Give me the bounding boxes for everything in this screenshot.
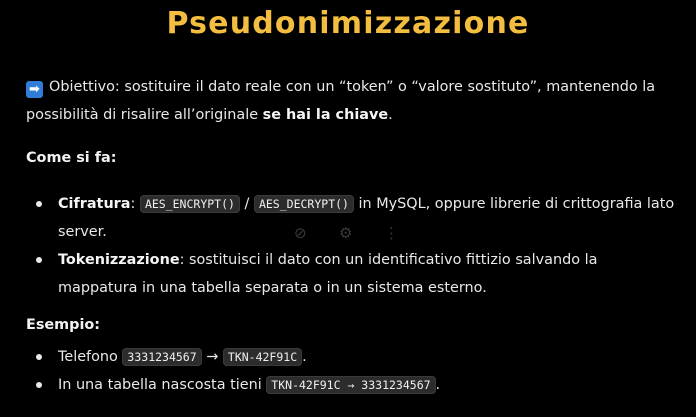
intro-bold-text: se hai la chiave [262, 107, 389, 123]
more-vertical-icon: ⋮ [384, 224, 399, 242]
tabella-end: . [435, 377, 441, 393]
examples-list [36, 343, 676, 399]
list-item-tabella [36, 371, 676, 399]
page-title: Pseudonimizzazione [166, 6, 530, 41]
separator: : [130, 196, 140, 212]
arrow: → [201, 349, 223, 365]
term-cifratura: Cifratura [58, 196, 131, 212]
code-phone-number: 3331234567 [122, 348, 201, 366]
come-si-fa-heading: Come si fa: [26, 150, 117, 166]
list-item-cifratura [36, 190, 676, 246]
term-tokenizzazione: Tokenizzazione [58, 252, 180, 268]
intro-text: Obiettivo: sostituire il dato reale con un “token” o “valore sostituto”, mantenendo la possibilità di risalire all’originale [26, 79, 656, 123]
code-token: TKN-42F91C [223, 348, 302, 366]
cifratura-rest: in MySQL, oppure librerie di crittografia lato server. [58, 196, 675, 240]
right-arrow-icon: ➡ [26, 81, 43, 98]
list-item-telefono [36, 343, 676, 371]
slash: / [239, 196, 254, 212]
intro-end: . [388, 107, 393, 123]
intro-paragraph [26, 73, 676, 129]
settings-icon: ⚙ [339, 224, 353, 242]
code-aes-decrypt: AES_DECRYPT() [254, 195, 354, 213]
telefono-end: . [302, 349, 307, 365]
methods-list [36, 190, 676, 302]
tokenizzazione-rest: : sostituisci il dato con un identificativo fittizio salvando la mappatura in una tabella separata o in un sistema esterno. [58, 252, 598, 296]
tabella-text: In una tabella nascosta tieni [58, 377, 267, 393]
list-item-tokenizzazione [36, 246, 676, 302]
no-camera-icon: ⊘ [294, 224, 307, 242]
code-aes-encrypt: AES_ENCRYPT() [140, 195, 240, 213]
telefono-text: Telefono [58, 349, 123, 365]
code-mapping: TKN-42F91C → 3331234567 [266, 376, 435, 394]
esempio-heading: Esempio: [26, 317, 101, 333]
